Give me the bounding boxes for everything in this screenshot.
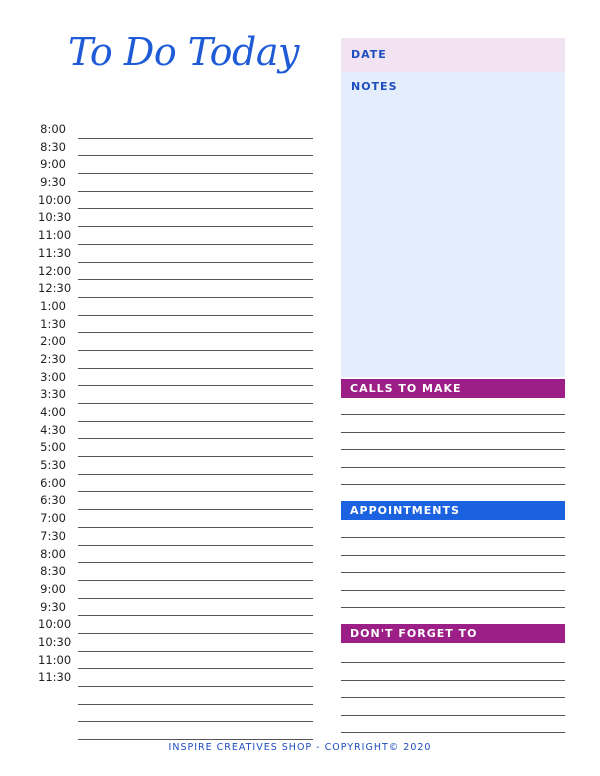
schedule-row[interactable]: [38, 369, 313, 387]
time-label: 6:30: [40, 493, 66, 508]
schedule-row[interactable]: [38, 616, 313, 634]
schedule-row[interactable]: [38, 280, 313, 298]
appointments-line[interactable]: [341, 590, 565, 591]
appointments-label: APPOINTMENTS: [350, 504, 460, 517]
dont-forget-line[interactable]: [341, 697, 565, 698]
schedule-row[interactable]: [38, 439, 313, 457]
schedule-row[interactable]: [38, 563, 313, 581]
time-label: 8:00: [40, 546, 66, 561]
notes-label: NOTES: [351, 80, 398, 93]
schedule-row[interactable]: [38, 139, 313, 157]
schedule-row[interactable]: [38, 652, 313, 670]
time-label: 4:30: [40, 422, 66, 437]
calls-to-make-header: [341, 379, 565, 398]
dont-forget-line[interactable]: [341, 732, 565, 733]
notes-box[interactable]: [341, 72, 565, 377]
appointments-line[interactable]: [341, 607, 565, 608]
time-label: 10:00: [38, 192, 72, 207]
time-label: 3:30: [40, 387, 66, 402]
time-label: 8:30: [40, 564, 66, 579]
time-label: 11:00: [38, 228, 72, 243]
time-label: 2:00: [40, 334, 66, 349]
schedule-row[interactable]: [38, 722, 313, 740]
schedule-row[interactable]: [38, 351, 313, 369]
schedule-row[interactable]: [38, 528, 313, 546]
appointments-header: [341, 501, 565, 520]
schedule-row[interactable]: [38, 156, 313, 174]
time-label: 7:30: [40, 528, 66, 543]
schedule-row[interactable]: [38, 192, 313, 210]
appointments-line[interactable]: [341, 537, 565, 538]
dont-forget-header: [341, 624, 565, 643]
time-label: 1:00: [40, 298, 66, 313]
time-label: 7:00: [40, 511, 66, 526]
schedule-row[interactable]: [38, 174, 313, 192]
time-label: 8:00: [40, 122, 66, 136]
schedule-row[interactable]: [38, 599, 313, 617]
time-label: 10:30: [38, 634, 72, 649]
schedule-row[interactable]: [38, 546, 313, 564]
schedule-row[interactable]: [38, 457, 313, 475]
dont-forget-label: DON'T FORGET TO: [350, 627, 478, 640]
calls-line[interactable]: [341, 414, 565, 415]
schedule-row[interactable]: [38, 245, 313, 263]
schedule-row[interactable]: [38, 687, 313, 705]
schedule-row[interactable]: [38, 404, 313, 422]
dont-forget-line[interactable]: [341, 715, 565, 716]
time-label: 9:00: [40, 581, 66, 596]
time-label: 10:30: [38, 210, 72, 225]
time-label: 10:00: [38, 617, 72, 632]
time-label: 8:30: [40, 139, 66, 154]
time-label: 9:30: [40, 175, 66, 190]
time-label: 11:00: [38, 652, 72, 667]
schedule-row[interactable]: [38, 316, 313, 334]
date-box[interactable]: [341, 38, 565, 72]
schedule-row[interactable]: [38, 333, 313, 351]
schedule-row[interactable]: [38, 121, 313, 139]
calls-line[interactable]: [341, 484, 565, 485]
schedule-row[interactable]: [38, 634, 313, 652]
time-label: 12:00: [38, 263, 72, 278]
date-label: DATE: [351, 48, 387, 61]
calls-line[interactable]: [341, 467, 565, 468]
schedule-row[interactable]: [38, 475, 313, 493]
schedule-row[interactable]: [38, 422, 313, 440]
schedule-row[interactable]: [38, 492, 313, 510]
schedule-row[interactable]: [38, 705, 313, 723]
schedule-row[interactable]: [38, 669, 313, 687]
time-label: 11:30: [38, 245, 72, 260]
schedule-row[interactable]: [38, 298, 313, 316]
appointments-line[interactable]: [341, 572, 565, 573]
time-label: 3:00: [40, 369, 66, 384]
time-label: 4:00: [40, 405, 66, 419]
writing-line: [78, 739, 313, 740]
schedule-row[interactable]: [38, 386, 313, 404]
time-label: 11:30: [38, 670, 72, 685]
time-label: 6:00: [40, 475, 66, 490]
schedule-row[interactable]: [38, 510, 313, 528]
appointments-line[interactable]: [341, 555, 565, 556]
dont-forget-line[interactable]: [341, 680, 565, 681]
dont-forget-line[interactable]: [341, 662, 565, 663]
page-title: To Do Today: [68, 30, 299, 74]
schedule-row[interactable]: [38, 581, 313, 599]
footer-copyright: INSPIRE CREATIVES SHOP - COPYRIGHT© 2020: [168, 742, 432, 753]
time-label: 9:00: [40, 157, 66, 172]
calls-line[interactable]: [341, 432, 565, 433]
schedule-row[interactable]: [38, 263, 313, 281]
calls-to-make-label: CALLS TO MAKE: [350, 382, 462, 395]
time-label: 5:00: [40, 440, 66, 455]
time-label: 12:30: [38, 281, 72, 296]
time-label: 5:30: [40, 458, 66, 473]
schedule-row[interactable]: [38, 209, 313, 227]
time-label: 1:30: [40, 316, 66, 331]
hourly-schedule: [38, 121, 313, 740]
time-label: 2:30: [40, 351, 66, 366]
schedule-row[interactable]: [38, 227, 313, 245]
calls-line[interactable]: [341, 449, 565, 450]
time-label: 9:30: [40, 599, 66, 614]
